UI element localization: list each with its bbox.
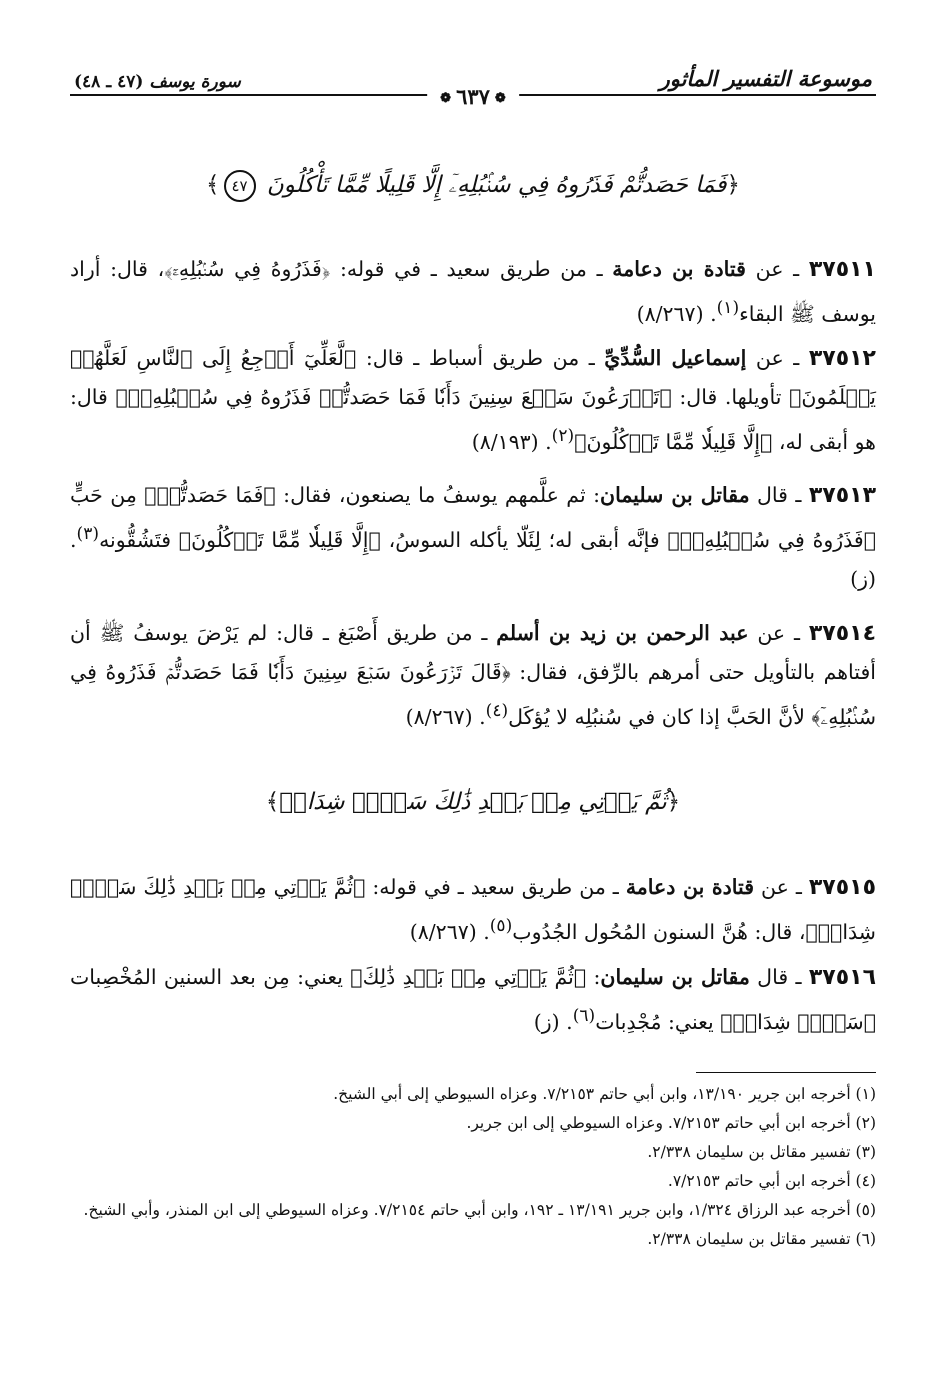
footnote-ref: (١) <box>716 298 740 318</box>
verse-range: (٤٧ ـ ٤٨) <box>74 72 144 92</box>
narration-entry <box>70 250 876 334</box>
entry-text: ـ عن <box>746 346 809 370</box>
narrator-name: مقاتل بن سليمان <box>600 965 750 989</box>
entry-text: ـ قال <box>749 965 809 989</box>
footnote-ref: (٤) <box>485 701 509 721</box>
verse-bracket-close: ﴾ <box>265 789 280 815</box>
entry-text: ـ عن <box>745 257 809 281</box>
entry-text: . (ز) <box>533 1009 573 1034</box>
ornament-icon: ❁ <box>440 91 452 106</box>
narrator-name: قتادة بن دعامة <box>625 875 755 899</box>
verse-text: فَمَا حَصَدتُّمْ فَذَرُوهُ فِي سُنۢبُلِهِۦٓ إِلَّا قَلِيلًا مِّمَّا تَأْكُلُونَ <box>266 172 727 198</box>
footnote-ref: (٣) <box>76 524 100 544</box>
entry-number: ٣٧٥١٢ <box>808 346 876 371</box>
ornament-icon: ❁ <box>494 91 506 106</box>
footnote: (٣) تفسير مقاتل بن سليمان ٢/٣٣٨. <box>647 1143 876 1161</box>
footnote: (٤) أخرجه ابن أبي حاتم ٧/٢١٥٣. <box>667 1172 876 1190</box>
surah-label <box>74 72 241 92</box>
footnote-divider <box>696 1072 876 1073</box>
page-number-box <box>427 84 519 109</box>
entry-number: ٣٧٥١٣ <box>808 483 877 508</box>
verse-bracket-open: ﴿ <box>726 172 740 198</box>
book-title: موسوعة التفسير المأثور <box>659 66 872 91</box>
entry-text: . (٨/٢٦٧) <box>409 919 490 944</box>
book-page <box>70 58 876 1348</box>
entry-text: . (ز) <box>70 527 876 591</box>
verse-heading <box>70 789 876 815</box>
entry-text: ـ من طريق سعيد ـ في قوله: ﴿ثُمَّ يَأۡتِي مِنۢ بَعۡدِ ذَٰلِكَ سَبۡعٞ شِدَادٞ﴾، قال: هُنَّ السنون المُحُول الجُدُوب <box>70 875 876 944</box>
entry-text: : ﴿ثُمَّ يَأۡتِي مِنۢ بَعۡدِ ذَٰلِكَ﴾ يعني: مِن بعد السنين المُخْصِبات ﴿سَبۡعٞ شِدَادٞ﴾ يعني: مُجْدِبات <box>70 965 876 1034</box>
verse-text: ثُمَّ يَأۡتِي مِنۢ بَعۡدِ ذَٰلِكَ سَبۡعٞ شِدَادٞ <box>279 789 667 815</box>
footnote: (٢) أخرجه ابن أبي حاتم ٧/٢١٥٣. وعزاه السيوطي إلى ابن جرير. <box>466 1114 876 1132</box>
entry-number: ٣٧٥١٦ <box>808 965 876 990</box>
footnote-ref: (٦) <box>572 1006 596 1026</box>
narration-entry <box>70 868 876 952</box>
narration-entry <box>70 958 876 1042</box>
entry-text: ـ قال <box>749 483 809 507</box>
page-number: ٦٣٧ <box>456 84 490 109</box>
entry-text: . (٨/٢٦٧) <box>636 301 717 326</box>
surah-name: سورة يوسف <box>149 72 241 92</box>
entry-text: . (٨/٢٦٧) <box>405 704 486 729</box>
entry-number: ٣٧٥١٥ <box>808 875 876 900</box>
footnote: (٥) أخرجه عبد الرزاق ١/٣٢٤، وابن جرير ١٣/١٩١ ـ ١٩٢، وابن أبي حاتم ٧/٢١٥٤. وعزاه السيوطي إلى ابن المنذر، وأبي الشيخ. <box>83 1201 876 1219</box>
narrator-name: قتادة بن دعامة <box>612 257 746 281</box>
narrator-name: عبد الرحمن بن زيد بن أسلم <box>496 621 749 645</box>
entry-text: ـ عن <box>748 621 809 645</box>
narrator-name: إسماعيل السُّدِّيِّ <box>604 346 747 370</box>
verse-heading <box>70 170 876 202</box>
narration-entry <box>70 339 876 462</box>
entry-text: . (٨/١٩٣) <box>471 429 552 454</box>
narration-entry <box>70 614 876 737</box>
verse-bracket-open: ﴿ <box>666 789 681 815</box>
verse-bracket-close: ﴾ <box>206 172 220 198</box>
entry-text: : ثم علَّمهم يوسفُ ما يصنعون، فقال: ﴿فَمَا حَصَدتُّمۡ﴾ مِن حَبٍّ ﴿فَذَرُوهُ فِي سُنۢبُلِهِۦٓ﴾ فإنَّه أبقى له؛ لِئَلّا يأكله السوسُ، ﴿إِلَّا قَلِيلٗا مِّمَّا تَأۡكُلُونَ﴾ فتَشُقُّونه <box>70 483 876 552</box>
footnote-ref: (٢) <box>551 426 575 446</box>
entry-number: ٣٧٥١١ <box>808 257 876 282</box>
narrator-name: مقاتل بن سليمان <box>600 483 750 507</box>
entry-text: ـ من طريق أسباط ـ قال: ﴿لَّعَلِّيٓ أَرۡجِعُ إِلَى ٱلنَّاسِ لَعَلَّهُمۡ يَعۡلَمُونَ﴾ تأويلها. قال: ﴿تَزۡرَعُونَ سَبۡعَ سِنِينَ دَأَبٗا فَمَا حَصَدتُّمۡ فَذَرُوهُ فِي سُنۢبُلِهِۦٓ﴾ قال: هو أبقى له، ﴿إِلَّا قَلِيلٗا مِّمَّا تَأۡكُلُونَ﴾ <box>70 346 876 454</box>
footnotes <box>70 1080 876 1254</box>
footnote-ref: (٥) <box>489 916 513 936</box>
footnote: (١) أخرجه ابن جرير ١٣/١٩٠، وابن أبي حاتم ٧/٢١٥٣. وعزاه السيوطي إلى أبي الشيخ. <box>333 1085 876 1103</box>
footnote: (٦) تفسير مقاتل بن سليمان ٢/٣٣٨. <box>647 1230 876 1248</box>
entry-text: ـ من طريق أَصْبَغ ـ قال: لم يَرْضَ يوسفُ ﷺ أن أفتاهم بالتأويل حتى أمرهم بالرِّفق، فقال: ﴿قَالَ تَزۡرَعُونَ سَبۡعَ سِنِينَ دَأَبٗا فَمَا حَصَدتُّمۡ فَذَرُوهُ فِي سُنۢبُلِهِۦٓ﴾ لأنَّ الحَبَّ إذا كان في سُنبُلِه لا يُؤكَل <box>70 621 876 729</box>
narration-entry <box>70 476 876 599</box>
verse-number-badge: ٤٧ <box>224 170 256 202</box>
entry-text: ـ من طريق سعيد ـ في قوله: ﴿فَذَرُوهُ فِي سُنۢبُلِهِۦٓ﴾، قال: أراد يوسف ﷺ البقاء <box>70 257 876 326</box>
entry-text: ـ عن <box>754 875 809 899</box>
entry-number: ٣٧٥١٤ <box>808 621 876 646</box>
